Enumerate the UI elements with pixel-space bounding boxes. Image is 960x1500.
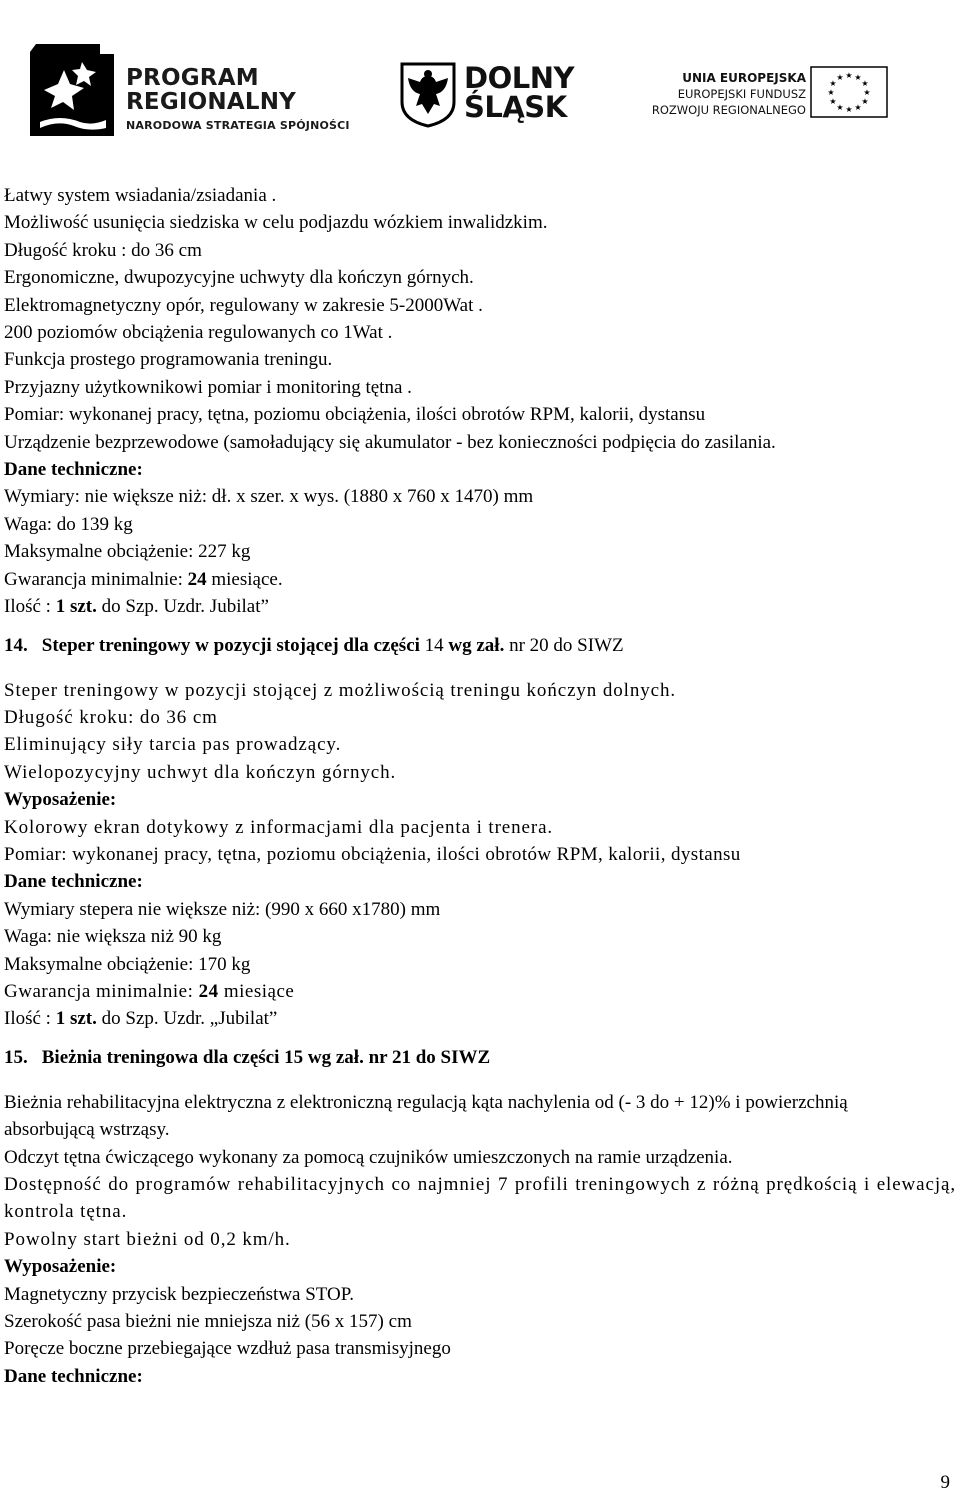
text-line: Wymiary: nie większe niż: dł. x szer. x wys. (1880 x 760 x 1470) mm [4, 486, 534, 508]
section-15-title: Bieżnia treningowa dla części 15 wg zał. nr 21 do SIWZ [41, 1046, 491, 1068]
eagle-crest-icon [400, 62, 456, 128]
warranty-value: 24 [198, 980, 219, 1002]
text-line: Możliwość usunięcia siedziska w celu podjazdu wózkiem inwalidzkim. [4, 212, 548, 234]
quantity-value: 1 szt. [55, 596, 97, 618]
text-line: Elektromagnetyczny opór, regulowany w zakresie 5-2000Wat . [4, 294, 483, 316]
program-regionalny-star-icon [30, 44, 114, 136]
ue-logo-line1: UNIA EUROPEJSKA [682, 71, 806, 85]
text-line: Ergonomiczne, dwupozycyjne uchwyty dla kończyn górnych. [4, 267, 474, 289]
warranty-label: Gwarancja minimalnie: [4, 568, 188, 590]
section-15-heading [4, 1047, 956, 1069]
warranty-suffix: miesiące. [206, 568, 283, 590]
text-line: Funkcja prostego programowania treningu. [4, 349, 333, 371]
svg-text:★: ★ [845, 105, 853, 114]
svg-text:★: ★ [863, 88, 871, 97]
document-body [4, 182, 956, 1390]
section-14-title: Steper treningowy w pozycji stojącej dla części [41, 634, 425, 656]
text-line: Łatwy system wsiadania/zsiadania . [4, 185, 277, 206]
page-header [0, 0, 960, 180]
dolny-slask-line1: DOLNY [464, 61, 574, 95]
text-line: Wielopozycyjny uchwyt dla kończyn górnych. [4, 761, 397, 783]
tech-data-heading: Dane techniczne: [4, 1365, 143, 1387]
text-line: Kolorowy ekran dotykowy z informacjami dla pacjenta i trenera. [4, 816, 554, 838]
svg-text:★: ★ [854, 103, 862, 112]
svg-text:★: ★ [845, 71, 853, 80]
warranty-label: Gwarancja minimalnie: [4, 980, 199, 1002]
program-logo-line2: REGIONALNY [126, 89, 297, 115]
warranty-line [4, 566, 956, 593]
text-line: Urządzenie bezprzewodowe (samoładujący się akumulator - bez konieczności podpięcia do zasilania. [4, 431, 776, 453]
svg-text:★: ★ [829, 97, 837, 106]
section-14-title-end: nr 20 do SIWZ [504, 634, 624, 656]
quantity-label: Ilość : [4, 1008, 56, 1030]
svg-text:★: ★ [861, 79, 869, 88]
text-line: Dostępność do programów rehabilitacyjnych co najmniej 7 profili treningowych z różną prędkością i elewacją, kontrola tętna. [4, 1174, 956, 1223]
equipment-heading: Wyposażenie: [4, 789, 117, 811]
program-logo-line1: PROGRAM [126, 65, 259, 91]
quantity-line [4, 1005, 956, 1032]
section-14-title-number: 14 [424, 634, 444, 656]
warranty-suffix: miesiące [218, 980, 295, 1002]
text-line: Waga: do 139 kg [4, 513, 133, 535]
section-14-title-mid: wg zał. [443, 634, 505, 656]
svg-text:★: ★ [829, 79, 837, 88]
text-line: Powolny start bieżni od 0,2 km/h. [4, 1228, 291, 1250]
text-line: Szerokość pasa bieżni nie mniejsza niż (56 x 157) cm [4, 1311, 412, 1333]
svg-text:★: ★ [836, 73, 844, 82]
quantity-suffix: do Szp. Uzdr. Jubilat” [96, 596, 269, 618]
tech-data-heading: Dane techniczne: [4, 871, 143, 893]
section-15-number: 15. [4, 1046, 28, 1068]
text-line: Długość kroku: do 36 cm [4, 706, 218, 728]
dolny-slask-line2: ŚLĄSK [464, 90, 567, 124]
svg-text:★: ★ [861, 97, 869, 106]
text-line: Poręcze boczne przebiegające wzdłuż pasa transmisyjnego [4, 1338, 451, 1360]
ue-logo-line2: EUROPEJSKI FUNDUSZ [677, 87, 806, 101]
text-line: Steper treningowy w pozycji stojącej z możliwością treningu kończyn dolnych. [4, 679, 677, 701]
warranty-value: 24 [187, 568, 207, 590]
eu-flag-icon [810, 66, 888, 118]
text-line: 200 poziomów obciążenia regulowanych co 1Wat . [4, 322, 393, 344]
text-line: Przyjazny użytkownikowi pomiar i monitoring tętna . [4, 376, 412, 398]
page-number: 9 [940, 1472, 950, 1493]
quantity-suffix: do Szp. Uzdr. „Jubilat” [96, 1008, 278, 1030]
text-line: Pomiar: wykonanej pracy, tętna, poziomu obciążenia, ilości obrotów RPM, kalorii, dystansu [4, 404, 706, 426]
equipment-heading: Wyposażenie: [4, 1256, 117, 1278]
text-line: Maksymalne obciążenie: 170 kg [4, 953, 251, 975]
text-line: Eliminujący siły tarcia pas prowadzący. [4, 734, 342, 756]
text-line: Bieżnia rehabilitacyjna elektryczna z elektroniczną regulacją kąta nachylenia od (- 3 do + 12)% i powierzchnią absorbującą wstrząsy. [4, 1091, 848, 1141]
quantity-value: 1 szt. [55, 1008, 97, 1030]
text-line: Długość kroku : do 36 cm [4, 239, 202, 261]
section-14-number: 14. [4, 634, 28, 656]
text-line: Odczyt tętna ćwiczącego wykonany za pomocą czujników umieszczonych na ramie urządzenia. [4, 1146, 733, 1168]
tech-data-heading: Dane techniczne: [4, 459, 143, 481]
ue-logo-line3: ROZWOJU REGIONALNEGO [651, 103, 806, 117]
warranty-line [4, 978, 956, 1005]
section-14-heading [4, 635, 956, 657]
svg-text:★: ★ [836, 103, 844, 112]
text-line: Wymiary stepera nie większe niż: (990 x 660 x1780) mm [4, 898, 441, 920]
text-line: Maksymalne obciążenie: 227 kg [4, 541, 251, 563]
text-line: Magnetyczny przycisk bezpieczeństwa STOP. [4, 1283, 354, 1305]
text-line: Pomiar: wykonanej pracy, tętna, poziomu obciążenia, ilości obrotów RPM, kalorii, dystansu [4, 843, 741, 865]
program-logo-line3: NARODOWA STRATEGIA SPÓJNOŚCI [126, 119, 350, 132]
quantity-line [4, 593, 956, 620]
svg-text:★: ★ [854, 73, 862, 82]
svg-text:★: ★ [827, 88, 835, 97]
text-line: Waga: nie większa niż 90 kg [4, 926, 222, 948]
quantity-label: Ilość : [4, 596, 56, 618]
